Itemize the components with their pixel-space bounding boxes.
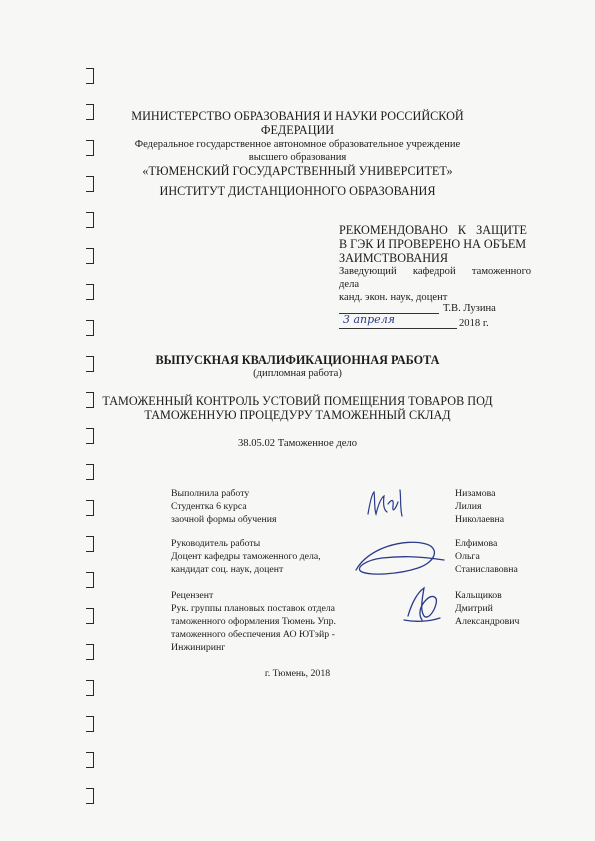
binding-mark [86, 500, 94, 516]
university-name: «ТЮМЕНСКИЙ ГОСУДАРСТВЕННЫЙ УНИВЕРСИТЕТ» [142, 164, 453, 178]
agency-line-2: высшего образования [248, 152, 347, 163]
specialty: 38.05.02 Таможенное дело [237, 438, 358, 449]
reviewer-first-name: Дмитрий [455, 603, 493, 614]
binding-mark [86, 608, 94, 624]
supervisor-role-1: Руководитель работы [171, 538, 261, 549]
reviewer-role-5: Инжиниринг [171, 642, 226, 653]
reviewer-patronymic: Александрович [455, 616, 520, 627]
ministry-name: МИНИСТЕРСТВО ОБРАЗОВАНИЯ И НАУКИ РОССИЙСКОЙ [131, 109, 464, 123]
binding-mark [86, 284, 94, 300]
author-role-1: Выполнила работу [171, 488, 250, 499]
supervisor-role-3: кандидат соц. наук, доцент [171, 564, 284, 575]
binding-mark [86, 464, 94, 480]
author-role-2: Студентка 6 курса [171, 501, 247, 512]
supervisor-role-2: Доцент кафедры таможенного дела, [171, 551, 321, 562]
supervisor-patronymic: Станиславовна [455, 564, 518, 575]
reviewer-role-3: таможенного оформления Тюмень Упр. [171, 616, 336, 627]
approval-year: 2018 г. [459, 318, 489, 329]
date-line [339, 328, 457, 329]
department-head-degree: канд. экон. наук, доцент [339, 292, 448, 303]
department-head-name: Т.В. Лузина [443, 303, 496, 314]
agency-line-1: Федеральное государственное автономное образовательное учреждение [134, 139, 461, 150]
work-title-line-1: ТАМОЖЕННЫЙ КОНТРОЛЬ УСТОВИЙ ПОМЕЩЕНИЯ ТОВАРОВ ПОД [102, 394, 493, 408]
author-signature [362, 484, 412, 524]
reviewer-role-1: Рецензент [171, 590, 214, 601]
author-role-3: заочной формы обучения [171, 514, 277, 525]
supervisor-signature [348, 530, 448, 582]
approval-line-3: ЗАИМСТВОВАНИЯ [339, 251, 448, 265]
reviewer-role-2: Рук. группы плановых поставок отдела [171, 603, 336, 614]
department-head-line-1: Заведующий кафедрой таможенного [339, 266, 531, 277]
binding-mark [86, 572, 94, 588]
binding-mark [86, 716, 94, 732]
approval-line-2: В ГЭК И ПРОВЕРЕНО НА ОБЪЕМ [339, 237, 527, 251]
reviewer-signature [398, 582, 444, 626]
binding-mark [86, 68, 94, 84]
handwritten-date: 3 апреля [343, 313, 395, 326]
work-subtype: (дипломная работа) [253, 368, 342, 379]
author-first-name: Лилия [455, 501, 482, 512]
author-surname: Низамова [455, 488, 496, 499]
supervisor-first-name: Ольга [455, 551, 480, 562]
department-head-line-2: дела [339, 279, 360, 290]
approval-line-1: РЕКОМЕНДОВАНО К ЗАЩИТЕ [339, 223, 527, 237]
author-patronymic: Николаевна [455, 514, 505, 525]
reviewer-surname: Кальщиков [455, 590, 502, 601]
binding-mark [86, 536, 94, 552]
binding-mark [86, 644, 94, 660]
reviewer-role-4: таможенного обеспечения АО ЮТэйр - [171, 629, 335, 640]
binding-mark [86, 212, 94, 228]
binding-mark [86, 752, 94, 768]
work-title-line-2: ТАМОЖЕННУЮ ПРОЦЕДУРУ ТАМОЖЕННЫЙ СКЛАД [144, 408, 451, 422]
supervisor-surname: Елфимова [455, 538, 498, 549]
city-year: г. Тюмень, 2018 [264, 668, 331, 679]
binding-mark [86, 788, 94, 804]
binding-mark [86, 248, 94, 264]
binding-mark [86, 320, 94, 336]
work-type: ВЫПУСКНАЯ КВАЛИФИКАЦИОННАЯ РАБОТА [155, 353, 440, 367]
ministry-name-cont: ФЕДЕРАЦИИ [260, 123, 335, 137]
binding-mark [86, 680, 94, 696]
institute-name: ИНСТИТУТ ДИСТАНЦИОННОГО ОБРАЗОВАНИЯ [159, 184, 436, 198]
